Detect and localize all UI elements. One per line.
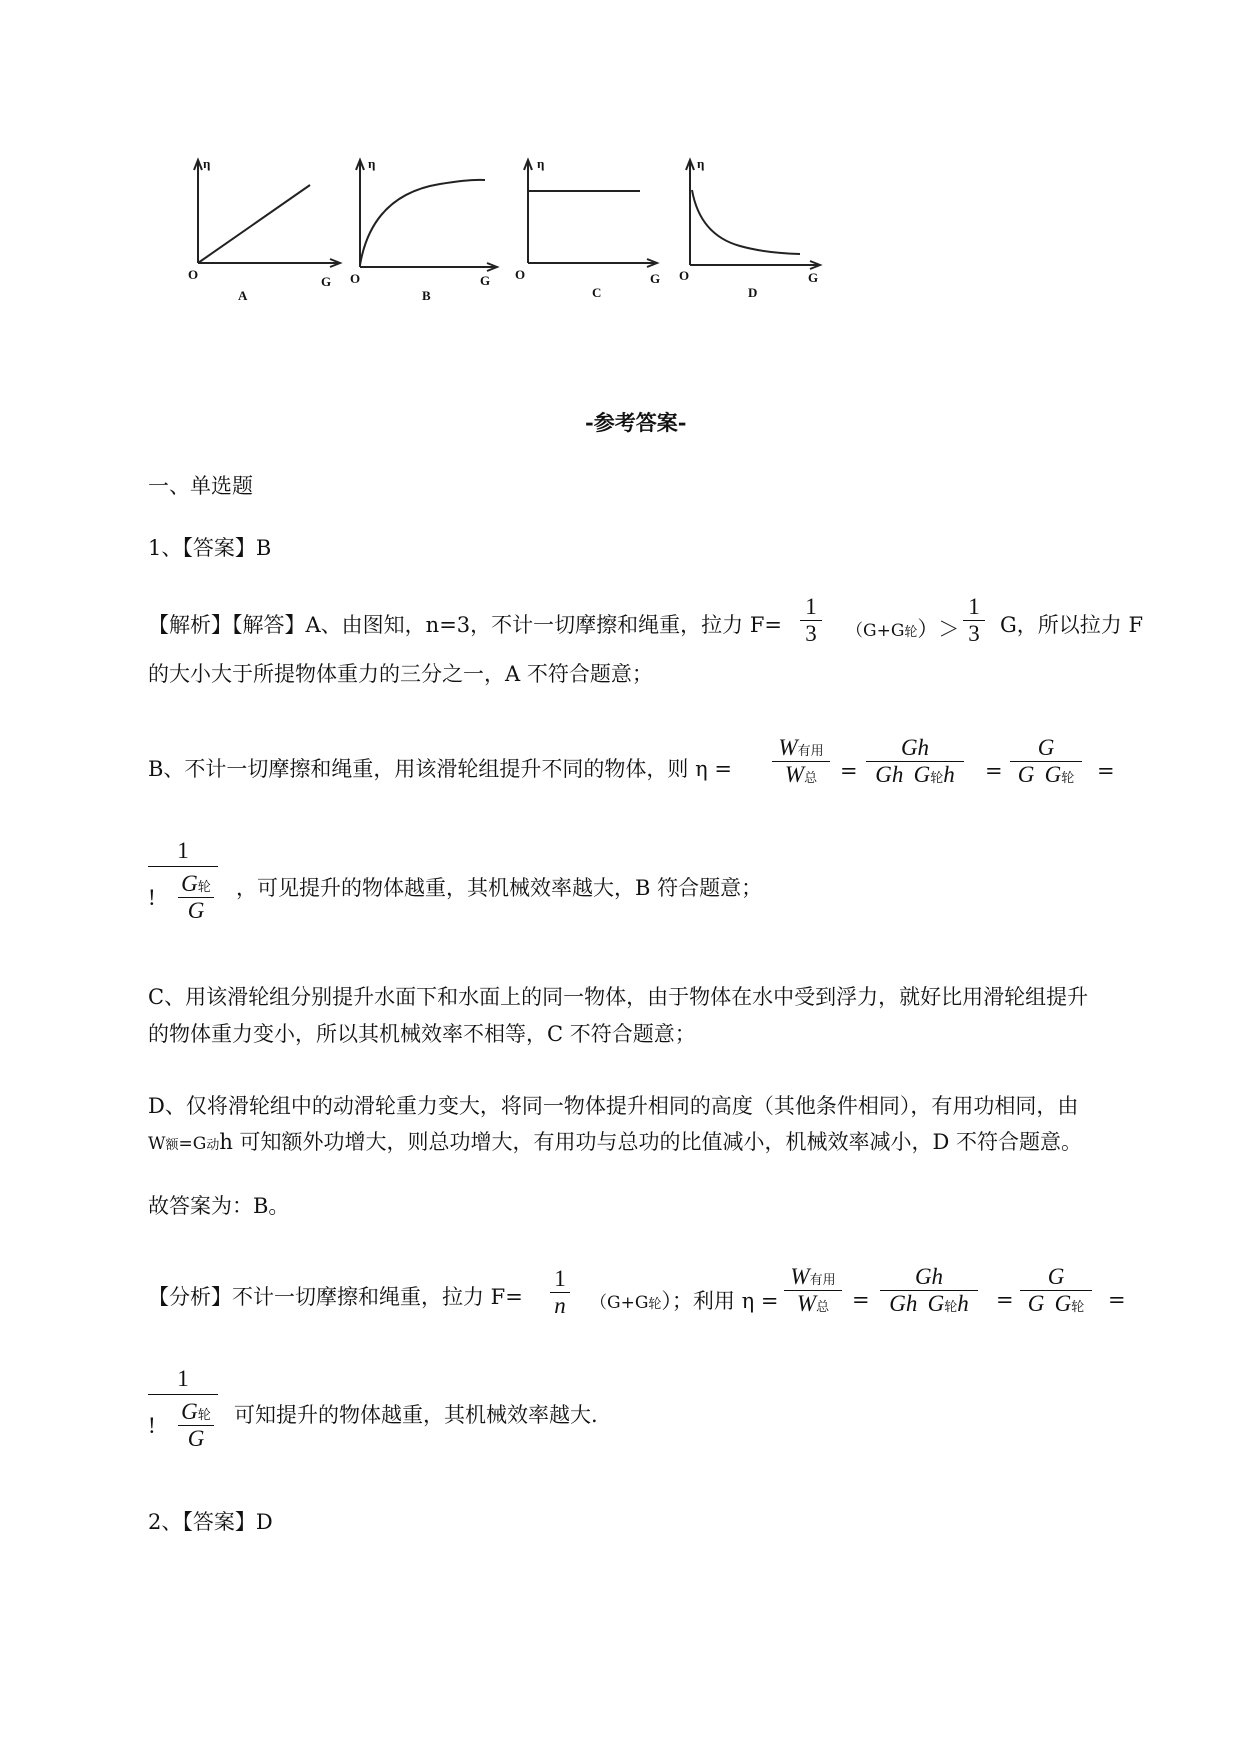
equals-sign: = [840,759,858,783]
efficiency-graphs-figure [0,0,1241,330]
q1-analysis-tail: 可知提升的物体越重，其机械效率越大. [234,1403,598,1427]
answers-heading: -参考答案- [585,410,687,435]
q1-analysis-paren: （G+G轮）；利用 η = [590,1289,779,1313]
section-title: 一、单选题 [148,474,253,498]
fraction-g-over-sum-2: G G G轮 [1020,1264,1092,1317]
panel-c-y-label: η [537,156,545,171]
panel-d-origin: O [679,268,690,283]
q1-para-c-line2: 的物体重力变小，所以其机械效率不相等，C 不符合题意； [148,1022,696,1046]
fraction-w-useful-over-w-total: W有用 W总 [772,735,830,788]
panel-c-origin: O [515,267,526,282]
equals-sign: = [985,759,1003,783]
equals-sign: = [1097,759,1115,783]
q1-para-a-paren: （G+G轮）＞ [846,617,960,641]
q1-para-a-text: 【解析】【解答】A、由图知，n=3，不计一切摩擦和绳重，拉力 F= [148,613,782,637]
q1-para-d-line2: W额=G动h 可知额外功增大，则总功增大，有用功与总功的比值减小，机械效率减小，D 不符合题意。 [148,1130,1083,1154]
equals-sign: = [852,1288,870,1312]
panel-c-x-label: G [650,271,661,286]
panel-d-y-label: η [697,156,705,171]
panel-d-caption: D [748,285,758,300]
fraction-g-over-sum: G G G轮 [1010,735,1082,788]
fraction-one-third-2: 1 3 [963,594,985,647]
panel-a-caption: A [238,288,248,303]
q1-para-b-text: B、不计一切摩擦和绳重，用该滑轮组提升不同的物体，则 η = [148,757,732,781]
panel-b-caption: B [422,288,431,303]
nested-fraction-1: 1 ! G轮 G [148,838,218,929]
equals-sign: = [1108,1288,1126,1312]
panel-c-caption: C [592,285,602,300]
panel-a-x-label: G [321,274,332,289]
q1-para-a-end: G，所以拉力 F [1000,613,1144,637]
fraction-w-useful-over-w-total-2: W有用 W总 [784,1264,842,1317]
graph-panel-b [356,160,497,271]
q2-answer: 2、【答案】D [148,1510,273,1534]
equals-sign: = [996,1288,1014,1312]
q1-answer: 1、【答案】B [148,536,272,560]
panel-a-origin: O [188,267,199,282]
panel-b-y-label: η [368,156,376,171]
nested-fraction-2: 1 ! G轮 G [148,1366,218,1457]
q1-conclusion: 故答案为：B。 [148,1194,290,1218]
q1-para-d-line1: D、仅将滑轮组中的动滑轮重力变大，将同一物体提升相同的高度（其他条件相同），有用功相同，由 [148,1094,1079,1118]
numerator: 1 [805,594,817,619]
graph-panel-d [686,160,820,269]
graph-panel-a [194,160,340,267]
panel-a-y-label: η [203,156,211,171]
fraction-gh-over-sum-2: Gh Gh G轮h [880,1264,978,1317]
fraction-gh-over-sum: Gh Gh G轮h [866,735,964,788]
fraction-one-over-n: 1 n [550,1266,570,1319]
fraction-one-third-1 [800,594,822,647]
panel-b-origin: O [350,271,361,286]
graph-panel-c [524,160,657,267]
q1-para-c-line1: C、用该滑轮组分别提升水面下和水面上的同一物体，由于物体在水中受到浮力，就好比用滑轮组提升 [148,985,1089,1009]
panel-b-x-label: G [480,273,491,288]
denominator: 3 [805,621,817,646]
q1-para-a-line2: 的大小大于所提物体重力的三分之一，A 不符合题意； [148,662,653,686]
q1-para-b-tail: ，可见提升的物体越重，其机械效率越大，B 符合题意； [236,876,763,900]
q1-analysis-text: 【分析】不计一切摩擦和绳重，拉力 F= [148,1285,523,1309]
panel-d-x-label: G [808,270,819,285]
